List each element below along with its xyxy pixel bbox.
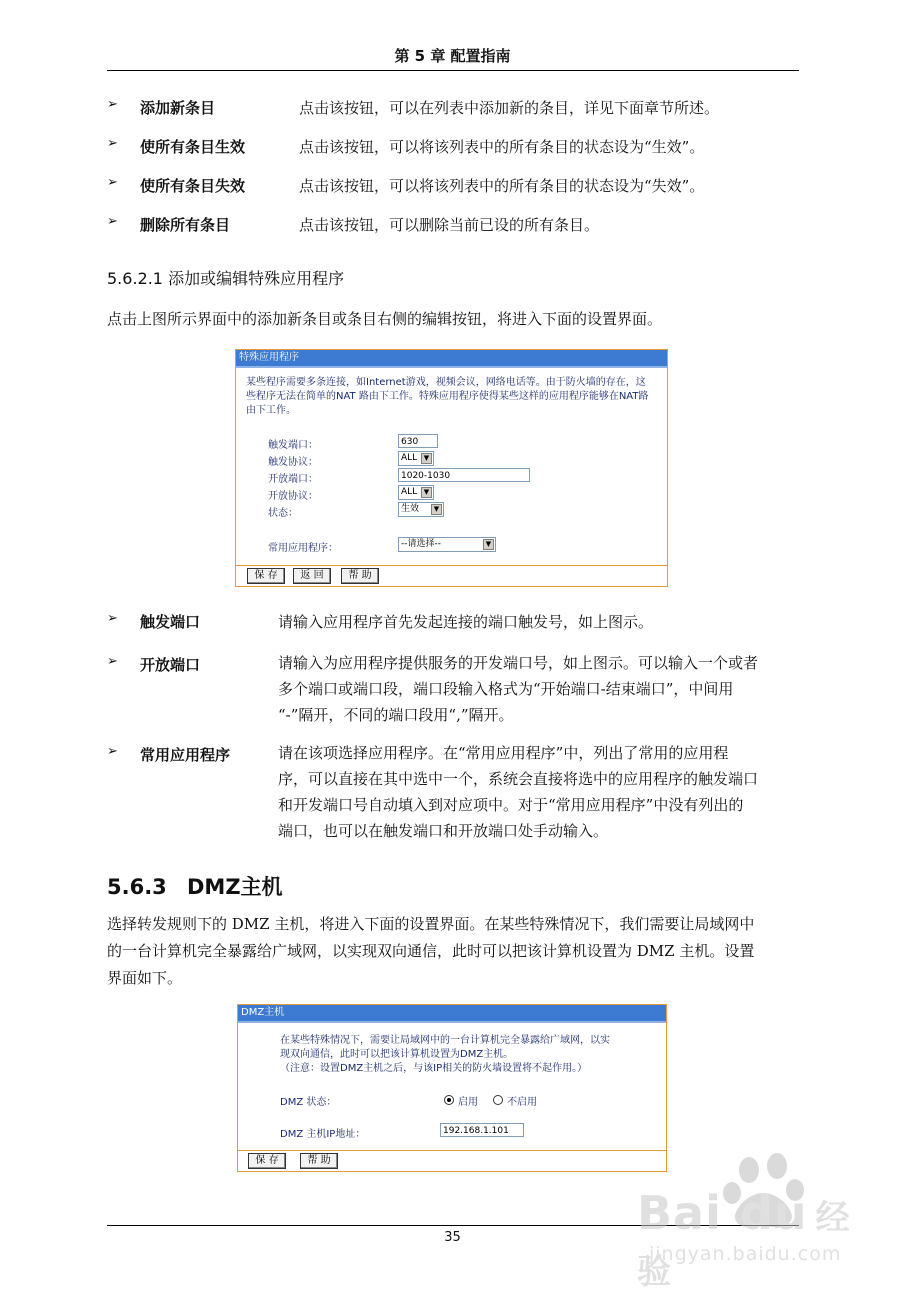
help-button[interactable]: 帮 助 bbox=[341, 568, 379, 584]
para-line: 界面如下。 bbox=[107, 969, 183, 987]
bullet-arrow-icon: ➢ bbox=[107, 744, 118, 759]
bullet-term: 开放端口 bbox=[140, 656, 201, 674]
bullet-desc: 点击该按钮，可以在列表中添加新的条目，详见下面章节所述。 bbox=[299, 99, 720, 117]
desc-line: 请输入为应用程序提供服务的开发端口号，如上图示。可以输入一个或者 bbox=[278, 654, 759, 672]
watermark-brand bbox=[637, 1186, 867, 1294]
save-button[interactable]: 保 存 bbox=[248, 1153, 286, 1169]
bullet-term: 删除所有条目 bbox=[140, 216, 231, 234]
chevron-down-icon[interactable]: ▼ bbox=[421, 487, 432, 498]
desc-line: 些程序无法在简单的NAT 路由下工作。特殊应用程序使得某些这样的应用程序能够在NAT路 bbox=[246, 391, 649, 402]
page-number: 35 bbox=[444, 1230, 461, 1245]
bullet-arrow-icon: ➢ bbox=[107, 654, 118, 669]
bullet-term: 使所有条目生效 bbox=[140, 138, 246, 156]
dmz-disable-radio[interactable] bbox=[493, 1095, 503, 1105]
select-value: ALL bbox=[401, 487, 418, 497]
desc-line: 在某些特殊情况下，需要让局域网中的一台计算机完全暴露给广域网，以实 bbox=[280, 1035, 610, 1046]
bullet-desc: 点击该按钮，可以将该列表中的所有条目的状态设为“失效”。 bbox=[299, 177, 705, 195]
common-app-label: 常用应用程序： bbox=[268, 543, 338, 554]
panel-title: 特殊应用程序 bbox=[236, 350, 667, 366]
panel-title: DMZ主机 bbox=[238, 1005, 666, 1021]
open-protocol-label: 开放协议： bbox=[268, 491, 318, 502]
desc-line: 由下工作。 bbox=[246, 405, 296, 416]
chevron-down-icon[interactable]: ▼ bbox=[483, 539, 494, 550]
desc-line: “-”隔开，不同的端口段用“,”隔开。 bbox=[278, 706, 514, 724]
bullet-desc: 请输入应用程序首先发起连接的端口触发号，如上图示。 bbox=[278, 613, 654, 631]
page-header-title: 第 5 章 配置指南 bbox=[394, 47, 511, 65]
trigger-protocol-label: 触发协议： bbox=[268, 457, 318, 468]
select-value: --请选择-- bbox=[401, 539, 441, 549]
watermark-brand-text: Bai bbox=[637, 1186, 722, 1240]
select-value: 生效 bbox=[401, 504, 420, 514]
panel-button-bar bbox=[238, 1150, 666, 1171]
help-button[interactable]: 帮 助 bbox=[300, 1153, 338, 1169]
watermark-cn: 经验 bbox=[637, 1198, 851, 1292]
watermark-brand-suffix: du bbox=[739, 1186, 808, 1240]
desc-line: 序，可以直接在其中选中一个，系统会直接将选中的应用程序的触发端口 bbox=[278, 770, 759, 788]
dmz-enable-radio[interactable] bbox=[444, 1095, 454, 1105]
section-heading-563 bbox=[107, 871, 283, 901]
bullet-arrow-icon: ➢ bbox=[107, 175, 118, 190]
dmz-status-label: DMZ 状态： bbox=[280, 1097, 337, 1108]
dmz-enable-label: 启用 bbox=[458, 1097, 478, 1108]
bullet-desc: 点击该按钮，可以将该列表中的所有条目的状态设为“生效”。 bbox=[299, 138, 705, 156]
desc-line: （注意：设置DMZ主机之后，与该IP相关的防火墙设置将不起作用。） bbox=[280, 1063, 588, 1074]
common-app-select[interactable] bbox=[398, 537, 496, 552]
bullet-item bbox=[107, 654, 807, 734]
dmz-disable-label: 不启用 bbox=[507, 1097, 537, 1108]
bullet-term: 使所有条目失效 bbox=[140, 177, 246, 195]
desc-line: 某些程序需要多条连接，如Internet游戏，视频会议，网络电话等。由于防火墙的存在，这 bbox=[246, 377, 646, 388]
bullet-arrow-icon: ➢ bbox=[107, 214, 118, 229]
dmz-panel bbox=[237, 1004, 667, 1172]
watermark-url: jingyan.baidu.com bbox=[649, 1243, 842, 1265]
para-line: 的一台计算机完全暴露给广域网，以实现双向通信，此时可以把该计算机设置为 DMZ 主机。设置 bbox=[107, 942, 755, 960]
desc-line: 现双向通信，此时可以把该计算机设置为DMZ主机。 bbox=[280, 1049, 514, 1060]
baidu-jingyan-watermark bbox=[637, 1148, 867, 1292]
bullet-arrow-icon: ➢ bbox=[107, 97, 118, 112]
bullet-term: 添加新条目 bbox=[140, 99, 216, 117]
chevron-down-icon[interactable]: ▼ bbox=[421, 453, 432, 464]
panel-title-underline bbox=[236, 366, 667, 368]
open-port-label: 开放端口： bbox=[268, 474, 318, 485]
section-intro: 点击上图所示界面中的添加新条目或条目右侧的编辑按钮，将进入下面的设置界面。 bbox=[107, 310, 663, 328]
special-app-panel bbox=[235, 349, 668, 587]
panel-title-underline bbox=[238, 1021, 666, 1023]
bullet-desc bbox=[278, 650, 798, 728]
bullet-arrow-icon: ➢ bbox=[107, 611, 118, 626]
back-button[interactable]: 返 回 bbox=[293, 568, 331, 584]
trigger-port-input[interactable]: 630 bbox=[398, 434, 438, 448]
bullet-term: 触发端口 bbox=[140, 613, 201, 631]
bullet-arrow-icon: ➢ bbox=[107, 136, 118, 151]
dmz-ip-label: DMZ 主机IP地址： bbox=[280, 1129, 366, 1140]
save-button[interactable]: 保 存 bbox=[247, 568, 285, 584]
status-select[interactable] bbox=[398, 502, 444, 517]
desc-line: 请在该项选择应用程序。在“常用应用程序”中，列出了常用的应用程 bbox=[278, 744, 729, 762]
desc-line: 多个端口或端口段，端口段输入格式为“开始端口-结束端口”，中间用 bbox=[278, 680, 734, 698]
para-line: 选择转发规则下的 DMZ 主机，将进入下面的设置界面。在某些特殊情况下，我们需要让局域网中 bbox=[107, 915, 755, 933]
bullet-desc bbox=[278, 740, 798, 844]
status-label: 状态： bbox=[268, 508, 298, 519]
bullet-term: 常用应用程序 bbox=[140, 746, 231, 764]
header-rule bbox=[107, 70, 799, 71]
select-value: ALL bbox=[401, 453, 418, 463]
trigger-port-label: 触发端口： bbox=[268, 440, 318, 451]
section-title: DMZ主机 bbox=[187, 875, 283, 899]
trigger-protocol-select[interactable] bbox=[398, 451, 434, 466]
open-protocol-select[interactable] bbox=[398, 485, 434, 500]
dmz-ip-input[interactable]: 192.168.1.101 bbox=[440, 1123, 524, 1137]
chevron-down-icon[interactable]: ▼ bbox=[431, 504, 442, 515]
panel-description bbox=[246, 376, 649, 418]
bullet-desc: 点击该按钮，可以删除当前已设的所有条目。 bbox=[299, 216, 600, 234]
panel-description bbox=[280, 1034, 610, 1076]
panel-button-bar bbox=[236, 565, 667, 586]
desc-line: 端口，也可以在触发端口和开放端口处手动输入。 bbox=[278, 822, 609, 840]
desc-line: 和开发端口号自动填入到对应项中。对于“常用应用程序”中没有列出的 bbox=[278, 796, 744, 814]
section-heading-5621: 5.6.2.1 添加或编辑特殊应用程序 bbox=[107, 269, 345, 288]
open-port-input[interactable]: 1020-1030 bbox=[398, 468, 530, 482]
bullet-item bbox=[107, 744, 807, 854]
section-number: 5.6.3 bbox=[107, 875, 167, 899]
section-paragraph bbox=[107, 911, 799, 992]
